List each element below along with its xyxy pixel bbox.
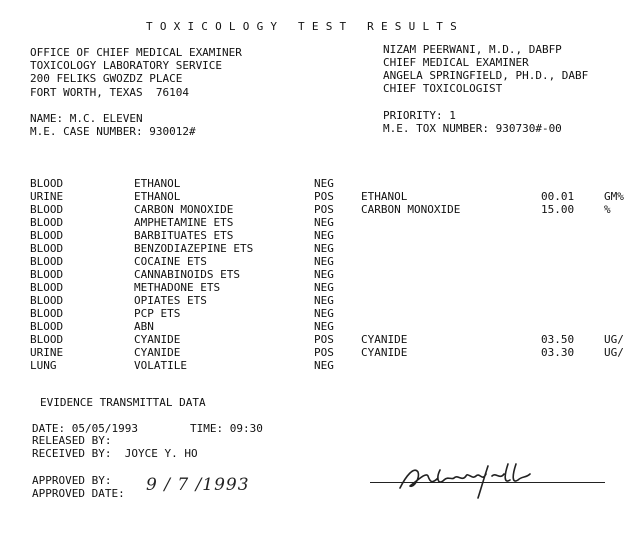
result-cell: NEG <box>314 294 334 307</box>
office-line: TOXICOLOGY LABORATORY SERVICE <box>30 59 223 72</box>
test-cell: CANNABINOIDS ETS <box>134 268 240 281</box>
specimen-cell: BLOOD <box>30 216 64 229</box>
signature-icon <box>392 458 542 503</box>
unit-cell: GM% <box>604 190 624 203</box>
case-number: M.E. CASE NUMBER: 930012# <box>30 125 196 138</box>
evidence-heading: EVIDENCE TRANSMITTAL DATA <box>40 396 206 409</box>
result-cell: NEG <box>314 242 334 255</box>
test-cell: BARBITUATES ETS <box>134 229 234 242</box>
test-cell: METHADONE ETS <box>134 281 221 294</box>
test-cell: ETHANOL <box>134 190 181 203</box>
specimen-cell: LUNG <box>30 359 57 372</box>
result-cell: NEG <box>314 320 334 333</box>
test-cell: PCP ETS <box>134 307 181 320</box>
evidence-time: TIME: 09:30 <box>190 422 263 435</box>
result-cell: NEG <box>314 255 334 268</box>
specimen-cell: BLOOD <box>30 307 64 320</box>
result-cell: POS <box>314 203 334 216</box>
official-line: CHIEF TOXICOLOGIST <box>383 82 503 95</box>
unit-cell: UG/ <box>604 333 624 346</box>
amount-cell: 03.30 <box>541 346 575 359</box>
tox-number: M.E. TOX NUMBER: 930730#-00 <box>383 122 562 135</box>
specimen-cell: BLOOD <box>30 268 64 281</box>
result-cell: NEG <box>314 307 334 320</box>
specimen-cell: BLOOD <box>30 294 64 307</box>
specimen-cell: BLOOD <box>30 229 64 242</box>
office-line: OFFICE OF CHIEF MEDICAL EXAMINER <box>30 46 242 59</box>
unit-cell: % <box>604 203 611 216</box>
evidence-date: DATE: 05/05/1993 <box>32 422 138 435</box>
specimen-cell: BLOOD <box>30 203 64 216</box>
finding-cell: CYANIDE <box>361 346 408 359</box>
official-line: NIZAM PEERWANI, M.D., DABFP <box>383 43 562 56</box>
released-by: RELEASED BY: <box>32 434 112 447</box>
official-line: CHIEF MEDICAL EXAMINER <box>383 56 529 69</box>
result-cell: POS <box>314 333 334 346</box>
result-cell: POS <box>314 346 334 359</box>
signature-line <box>370 482 605 483</box>
result-cell: NEG <box>314 229 334 242</box>
specimen-cell: URINE <box>30 346 64 359</box>
test-cell: BENZODIAZEPINE ETS <box>134 242 254 255</box>
amount-cell: 00.01 <box>541 190 575 203</box>
specimen-cell: BLOOD <box>30 255 64 268</box>
test-cell: OPIATES ETS <box>134 294 207 307</box>
specimen-cell: BLOOD <box>30 281 64 294</box>
specimen-cell: URINE <box>30 190 64 203</box>
decedent-name: NAME: M.C. ELEVEN <box>30 112 143 125</box>
specimen-cell: BLOOD <box>30 320 64 333</box>
test-cell: CYANIDE <box>134 333 181 346</box>
finding-cell: ETHANOL <box>361 190 408 203</box>
result-cell: NEG <box>314 268 334 281</box>
test-cell: CYANIDE <box>134 346 181 359</box>
unit-cell: UG/ <box>604 346 624 359</box>
test-cell: ETHANOL <box>134 177 181 190</box>
office-line: FORT WORTH, TEXAS 76104 <box>30 86 189 99</box>
approved-date-label: APPROVED DATE: <box>32 487 125 500</box>
test-cell: CARBON MONOXIDE <box>134 203 234 216</box>
result-cell: NEG <box>314 177 334 190</box>
finding-cell: CARBON MONOXIDE <box>361 203 461 216</box>
test-cell: COCAINE ETS <box>134 255 207 268</box>
official-line: ANGELA SPRINGFIELD, PH.D., DABF <box>383 69 589 82</box>
received-by: RECEIVED BY: JOYCE Y. HO <box>32 447 198 460</box>
specimen-cell: BLOOD <box>30 242 64 255</box>
specimen-cell: BLOOD <box>30 333 64 346</box>
result-cell: NEG <box>314 216 334 229</box>
test-cell: AMPHETAMINE ETS <box>134 216 234 229</box>
result-cell: POS <box>314 190 334 203</box>
specimen-cell: BLOOD <box>30 177 64 190</box>
approved-by: APPROVED BY: <box>32 474 112 487</box>
priority: PRIORITY: 1 <box>383 109 456 122</box>
test-cell: VOLATILE <box>134 359 187 372</box>
office-line: 200 FELIKS GWOZDZ PLACE <box>30 72 183 85</box>
test-cell: ABN <box>134 320 154 333</box>
report-title: TOXICOLOGY TEST RESULTS <box>146 20 464 33</box>
finding-cell: CYANIDE <box>361 333 408 346</box>
result-cell: NEG <box>314 281 334 294</box>
amount-cell: 15.00 <box>541 203 575 216</box>
amount-cell: 03.50 <box>541 333 575 346</box>
result-cell: NEG <box>314 359 334 372</box>
approved-date-handwritten: 9 / 7 /1993 <box>146 475 250 495</box>
